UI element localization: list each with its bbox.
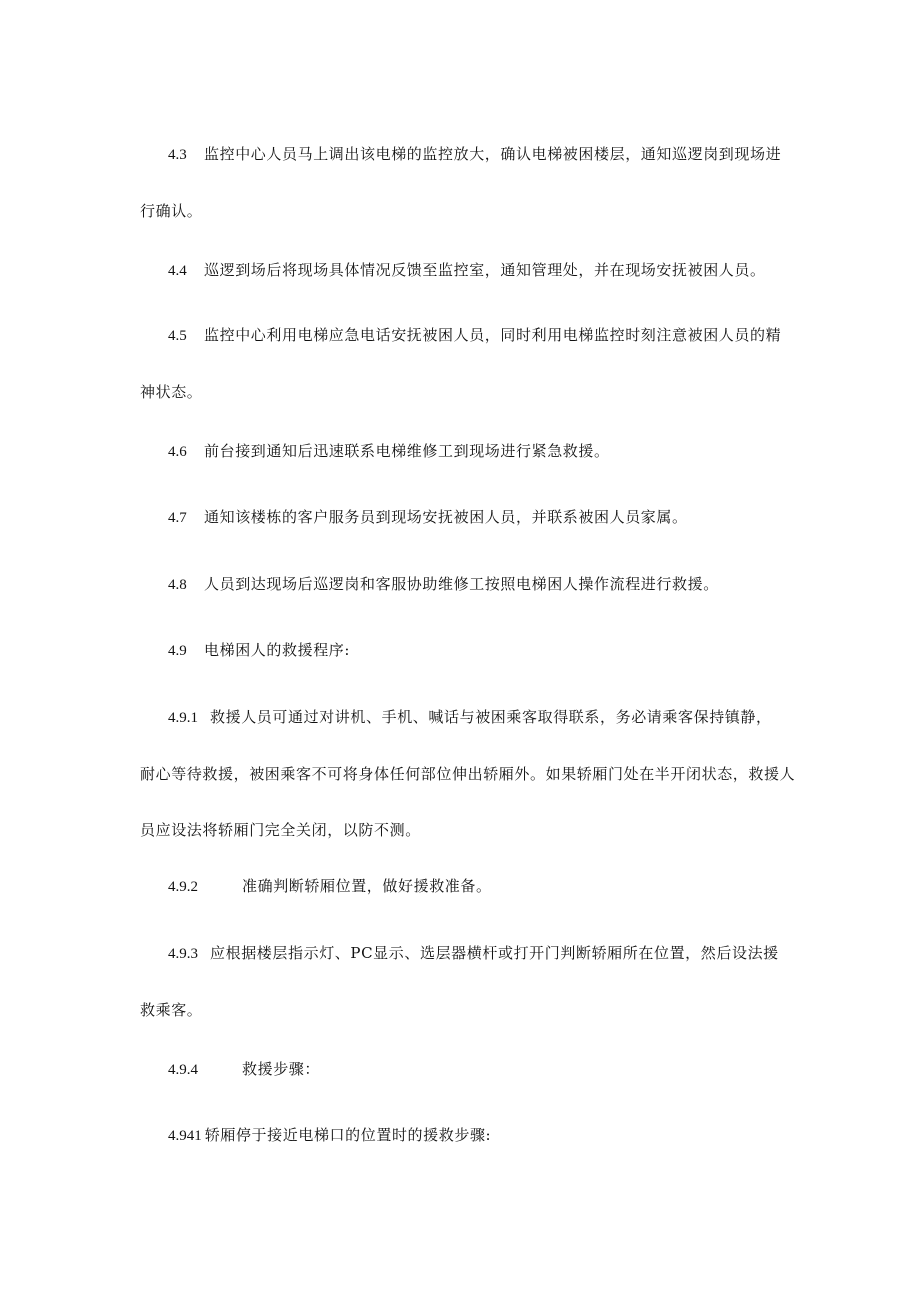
section-number: 4.7: [168, 510, 187, 526]
section-number: 4.4: [168, 263, 187, 279]
paragraph-4-9: [140, 622, 790, 679]
paragraph-line: 耐心等待救援，被困乘客不可将身体任何部位伸出轿厢外。如果轿厢门处在半开闭状态，救援人: [140, 765, 796, 783]
paragraph-line: [140, 489, 790, 546]
paragraph-4-3: [140, 126, 790, 239]
paragraph-4-6: [140, 423, 790, 480]
paragraph-line: [140, 307, 790, 364]
paragraph-text: 电梯困人的救援程序:: [204, 641, 351, 659]
section-number: 4.3: [168, 147, 187, 163]
paragraph-text: 监控中心利用电梯应急电话安抚被困人员，同时利用电梯监控时刻注意被困人员的精: [204, 326, 782, 344]
paragraph-text: 通知该楼栋的客户服务员到现场安抚被困人员，并联系被困人员家属。: [204, 508, 688, 526]
paragraph-line: [140, 689, 790, 746]
paragraph-text: 前台接到通知后迅速联系电梯维修工到现场进行紧急救援。: [204, 442, 610, 460]
paragraph-4-941: [140, 1107, 790, 1164]
paragraph-text: 轿厢停于接近电梯口的位置时的援救步骤:: [204, 1126, 492, 1144]
paragraph-text: 救援人员可通过对讲机、手机、喊话与被困乘客取得联系，务必请乘客保持镇静，: [210, 708, 772, 726]
paragraph-line: [140, 242, 790, 299]
paragraph-text: 救援步骤：: [242, 1060, 321, 1078]
paragraph-4-4: [140, 242, 790, 299]
paragraph-4-8: [140, 556, 790, 613]
section-number: 4.9.3: [168, 946, 198, 962]
paragraph-line: [140, 858, 790, 915]
paragraph-text: 巡逻到场后将现场具体情况反馈至监控室，通知管理处，并在现场安抚被困人员。: [204, 261, 766, 279]
paragraph-4-7: [140, 489, 790, 546]
section-number: 4.9.1: [168, 710, 198, 726]
section-number: 4.5: [168, 328, 187, 344]
paragraph-line: [140, 126, 790, 183]
paragraph-line: 救乘客。: [140, 1001, 203, 1019]
paragraph-line: 行确认。: [140, 202, 203, 220]
section-number: 4.9.4: [168, 1062, 198, 1078]
section-number: 4.6: [168, 444, 187, 460]
paragraph-text: 监控中心人员马上调出该电梯的监控放大，确认电梯被困楼层，通知巡逻岗到现场进: [204, 145, 782, 163]
paragraph-text: 准确判断轿厢位置，做好援救准备。: [242, 877, 492, 895]
paragraph-line: 神状态。: [140, 383, 203, 401]
paragraph-4-5: [140, 307, 790, 420]
paragraph-4-9-3: [140, 925, 790, 1038]
paragraph-line: [140, 1107, 790, 1164]
paragraph-line: [140, 1041, 790, 1098]
paragraph-line: [140, 622, 790, 679]
paragraph-text: 应根据楼层指示灯、PC显示、选层器横杆或打开门判断轿厢所在位置，然后设法援: [210, 944, 779, 962]
section-number: 4.9.2: [168, 879, 198, 895]
section-number: 4.9: [168, 643, 187, 659]
section-number: 4.8: [168, 577, 187, 593]
paragraph-line: [140, 423, 790, 480]
paragraph-text: 人员到达现场后巡逻岗和客服协助维修工按照电梯困人操作流程进行救援。: [204, 575, 719, 593]
paragraph-4-9-1: [140, 689, 796, 858]
paragraph-line: [140, 925, 790, 982]
paragraph-line: [140, 556, 790, 613]
paragraph-line: 员应设法将轿厢门完全关闭，以防不测。: [140, 821, 421, 839]
paragraph-4-9-2: [140, 858, 790, 915]
section-number: 4.941: [168, 1128, 202, 1144]
paragraph-4-9-4: [140, 1041, 790, 1098]
